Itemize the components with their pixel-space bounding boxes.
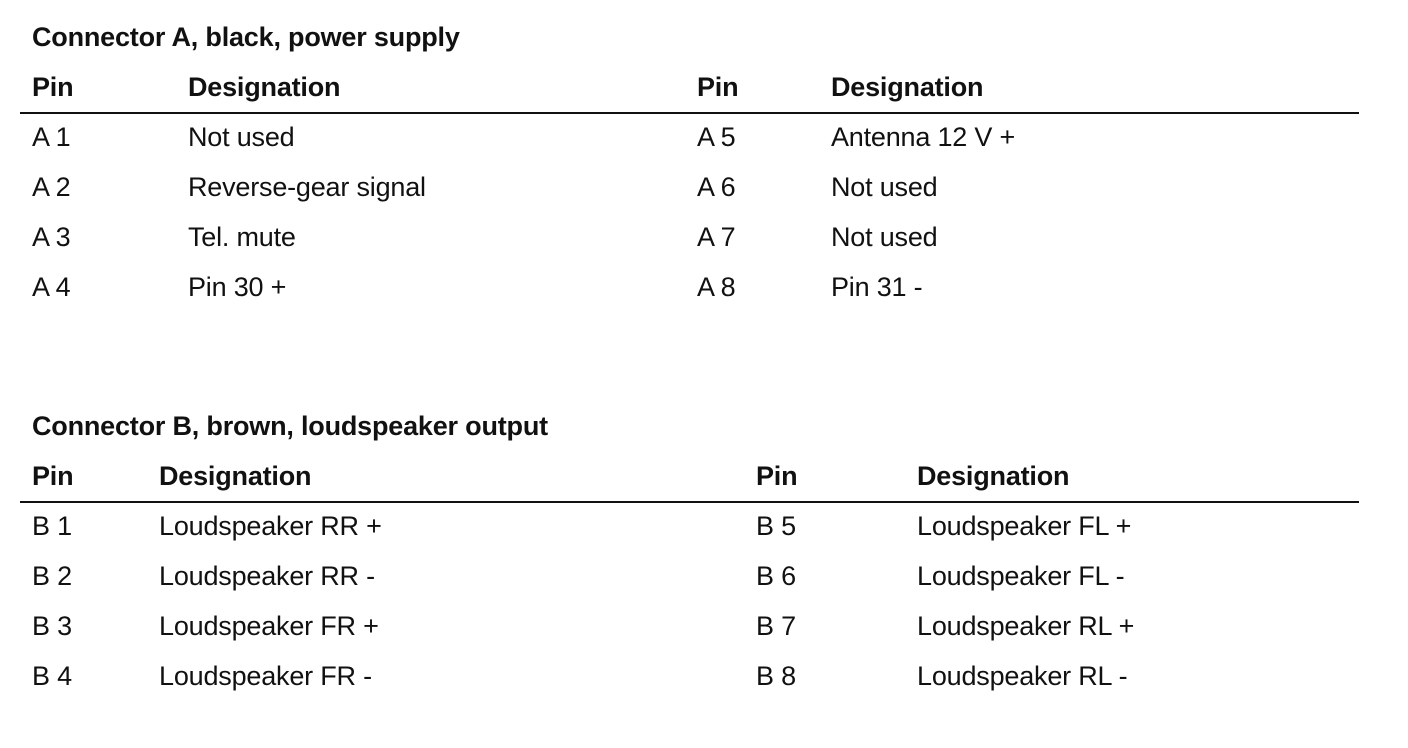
designation-cell: Loudspeaker RL + [917,611,1135,641]
table-row [20,169,1359,219]
designation-cell: Pin 30 + [188,272,287,302]
column-header-pin: Pin [32,72,74,102]
pin-cell: A 3 [32,222,71,252]
designation-cell: Reverse-gear signal [188,172,426,202]
connector-b-title: Connector B, brown, loudspeaker output [32,411,548,441]
designation-cell: Loudspeaker FL - [917,561,1125,591]
connector-a-header-row [20,69,1359,114]
column-header-designation: Designation [159,461,312,491]
designation-cell: Antenna 12 V + [831,122,1016,152]
pin-cell: A 5 [697,122,736,152]
table-row [20,658,1359,708]
pin-cell: B 7 [756,611,796,641]
designation-cell: Loudspeaker RR + [159,511,382,541]
pin-cell: A 7 [697,222,736,252]
connector-a-title: Connector A, black, power supply [32,22,460,52]
pin-cell: A 6 [697,172,736,202]
column-header-pin: Pin [32,461,74,491]
pin-cell: B 2 [32,561,72,591]
designation-cell: Not used [831,222,938,252]
pin-cell: B 5 [756,511,796,541]
table-row [20,508,1359,558]
designation-cell: Loudspeaker RR - [159,561,375,591]
pin-cell: B 6 [756,561,796,591]
designation-cell: Pin 31 - [831,272,923,302]
designation-cell: Tel. mute [188,222,296,252]
designation-cell: Not used [188,122,295,152]
pin-cell: A 2 [32,172,71,202]
pin-cell: A 8 [697,272,736,302]
column-header-designation: Designation [917,461,1070,491]
pin-cell: B 4 [32,661,72,691]
table-row [20,219,1359,269]
designation-cell: Loudspeaker FR + [159,611,379,641]
designation-cell: Not used [831,172,938,202]
column-header-pin: Pin [756,461,798,491]
designation-cell: Loudspeaker FL + [917,511,1132,541]
connector-b-header-row [20,458,1359,503]
column-header-designation: Designation [188,72,341,102]
table-row [20,558,1359,608]
table-row [20,119,1359,169]
pin-cell: A 4 [32,272,71,302]
pin-cell: B 1 [32,511,72,541]
pin-cell: B 3 [32,611,72,641]
column-header-pin: Pin [697,72,739,102]
designation-cell: Loudspeaker FR - [159,661,372,691]
pin-cell: B 8 [756,661,796,691]
column-header-designation: Designation [831,72,984,102]
table-row [20,608,1359,658]
table-row [20,269,1359,319]
pin-cell: A 1 [32,122,71,152]
designation-cell: Loudspeaker RL - [917,661,1128,691]
